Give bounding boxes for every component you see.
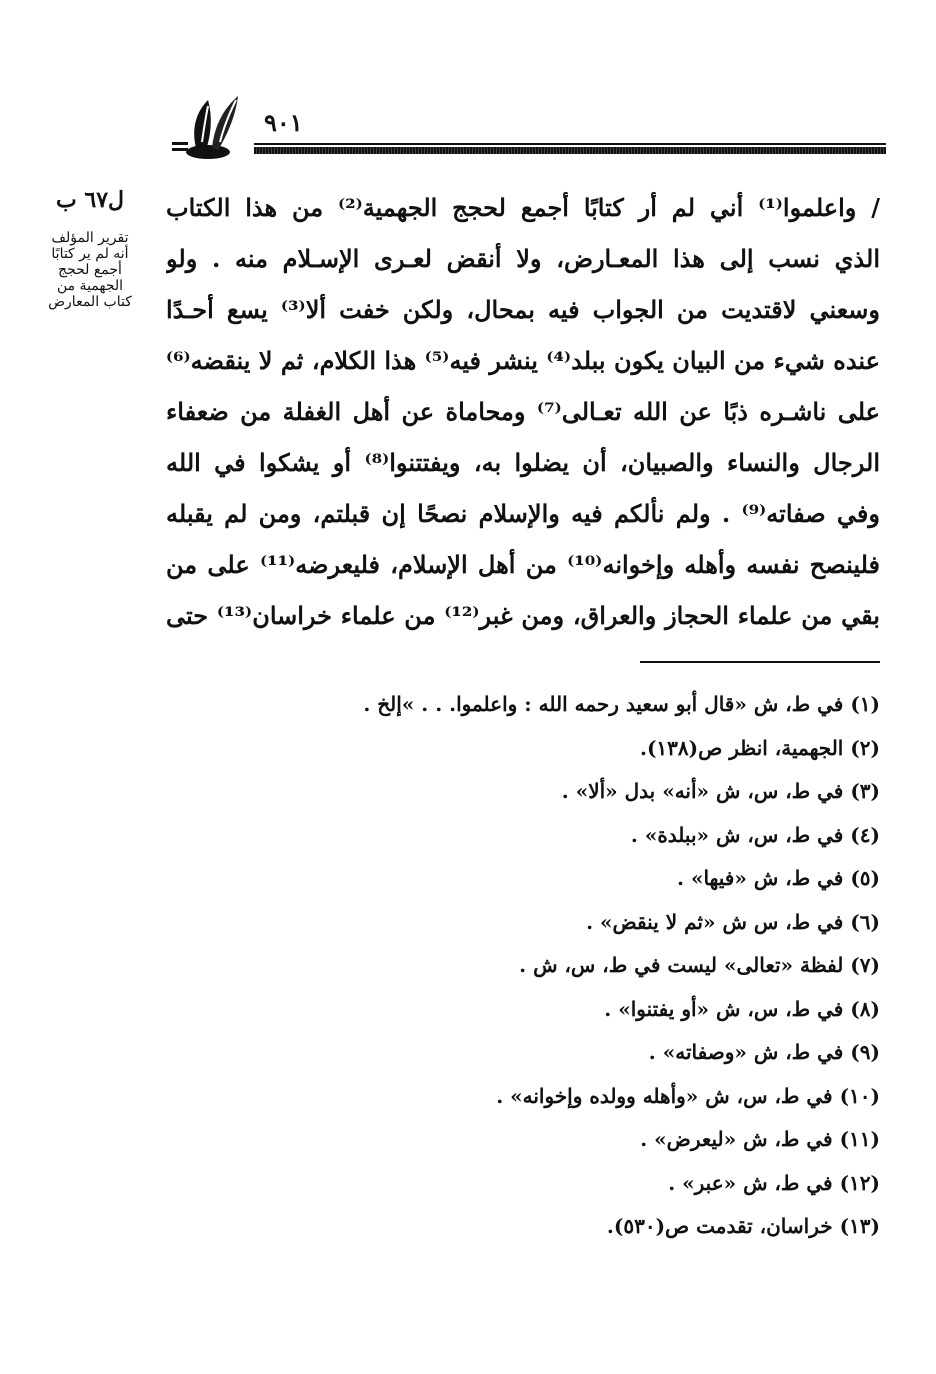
page-header	[172, 92, 886, 164]
footnote-10: (١٠) في ط، س، ش «وأهله وولده وإخوانه» .	[496, 1083, 880, 1108]
margin-note: تقرير المؤلف أنه لم ير كتابًا أجمع لحجج الجهمية من كتاب المعارض	[48, 230, 132, 310]
footnote-4: (٤) في ط، س، ش «ببلدة» .	[630, 822, 880, 847]
footnote-6: (٦) في ط، س ش «ثم لا ينقض» .	[586, 909, 880, 934]
footnote-11: (١١) في ط، ش «ليعرض» .	[640, 1127, 880, 1151]
footnote-7: (٧) لفظة «تعالى» ليست في ط، س، ش .	[519, 953, 880, 977]
text-line-3: وسعني لاقتديت من الجواب فيه بمحال، ولكن خفت ألا⁽³⁾ يسع أحـدًا	[166, 295, 880, 324]
margin-column	[30, 186, 150, 310]
quill-inkwell-icon	[178, 92, 248, 162]
footnote-5: (٥) في ط، ش «فيها» .	[677, 866, 880, 890]
footnote-separator	[640, 661, 880, 663]
folio-reference: ل٦٧ ب	[56, 187, 124, 213]
text-line-5: على ناشـره ذبًا عن الله تعـالى⁽⁷⁾ ومحاماة عن أهل الغفلة من ضعفاء	[166, 397, 880, 426]
footnote-1: (١) في ط، ش «قال أبو سعيد رحمه الله : واعلموا. . . »إلخ .	[363, 692, 880, 716]
footnote-2: (٢) الجهمية، انظر ص(١٣٨).	[639, 735, 880, 760]
header-rule-thick	[254, 147, 886, 154]
footnote-13: (١٣) خراسان، تقدمت ص(٥٣٠).	[606, 1214, 880, 1238]
main-text	[166, 182, 880, 641]
text-line-7: وفي صفاته⁽⁹⁾ . ولم نألكم فيه والإسلام نصحًا إن قبلتم، ومن لم يقبله	[166, 499, 880, 528]
text-line-6: الرجال والنساء والصبيان، أن يضلوا به، ويفتتنوا⁽⁸⁾ أو يشكوا في الله	[166, 448, 880, 477]
header-rule-thin	[254, 143, 886, 145]
text-line-9: بقي من علماء الحجاز والعراق، ومن غبر⁽¹²⁾ من علماء خراسان⁽¹³⁾ حتى	[166, 601, 880, 630]
text-line-4: عنده شيء من البيان يكون ببلد⁽⁴⁾ ينشر فيه⁽⁵⁾ هذا الكلام، ثم لا ينقضه⁽⁶⁾	[166, 346, 880, 375]
text-line-2: الذي نسب إلى هذا المعـارض، ولا أنقض لعـرى الإسـلام منه . ولو	[166, 244, 880, 273]
footnotes	[200, 683, 880, 1249]
page-number: ٩٠١	[264, 108, 303, 137]
footnote-8: (٨) في ط، س، ش «أو يفتنوا» .	[604, 996, 880, 1021]
footnote-9: (٩) في ط، ش «وصفاته» .	[648, 1040, 880, 1064]
footnote-3: (٣) في ط، س، ش «أنه» بدل «ألا» .	[561, 779, 880, 803]
text-line-1: / واعلموا⁽¹⁾ أني لم أر كتابًا أجمع لحجج الجهمية⁽²⁾ من هذا الكتاب	[166, 193, 880, 222]
footnote-12: (١٢) في ط، ش «عبر» .	[668, 1170, 880, 1195]
text-line-8: فلينصح نفسه وأهله وإخوانه⁽¹⁰⁾ من أهل الإسلام، فليعرضه⁽¹¹⁾ على من	[166, 550, 880, 579]
